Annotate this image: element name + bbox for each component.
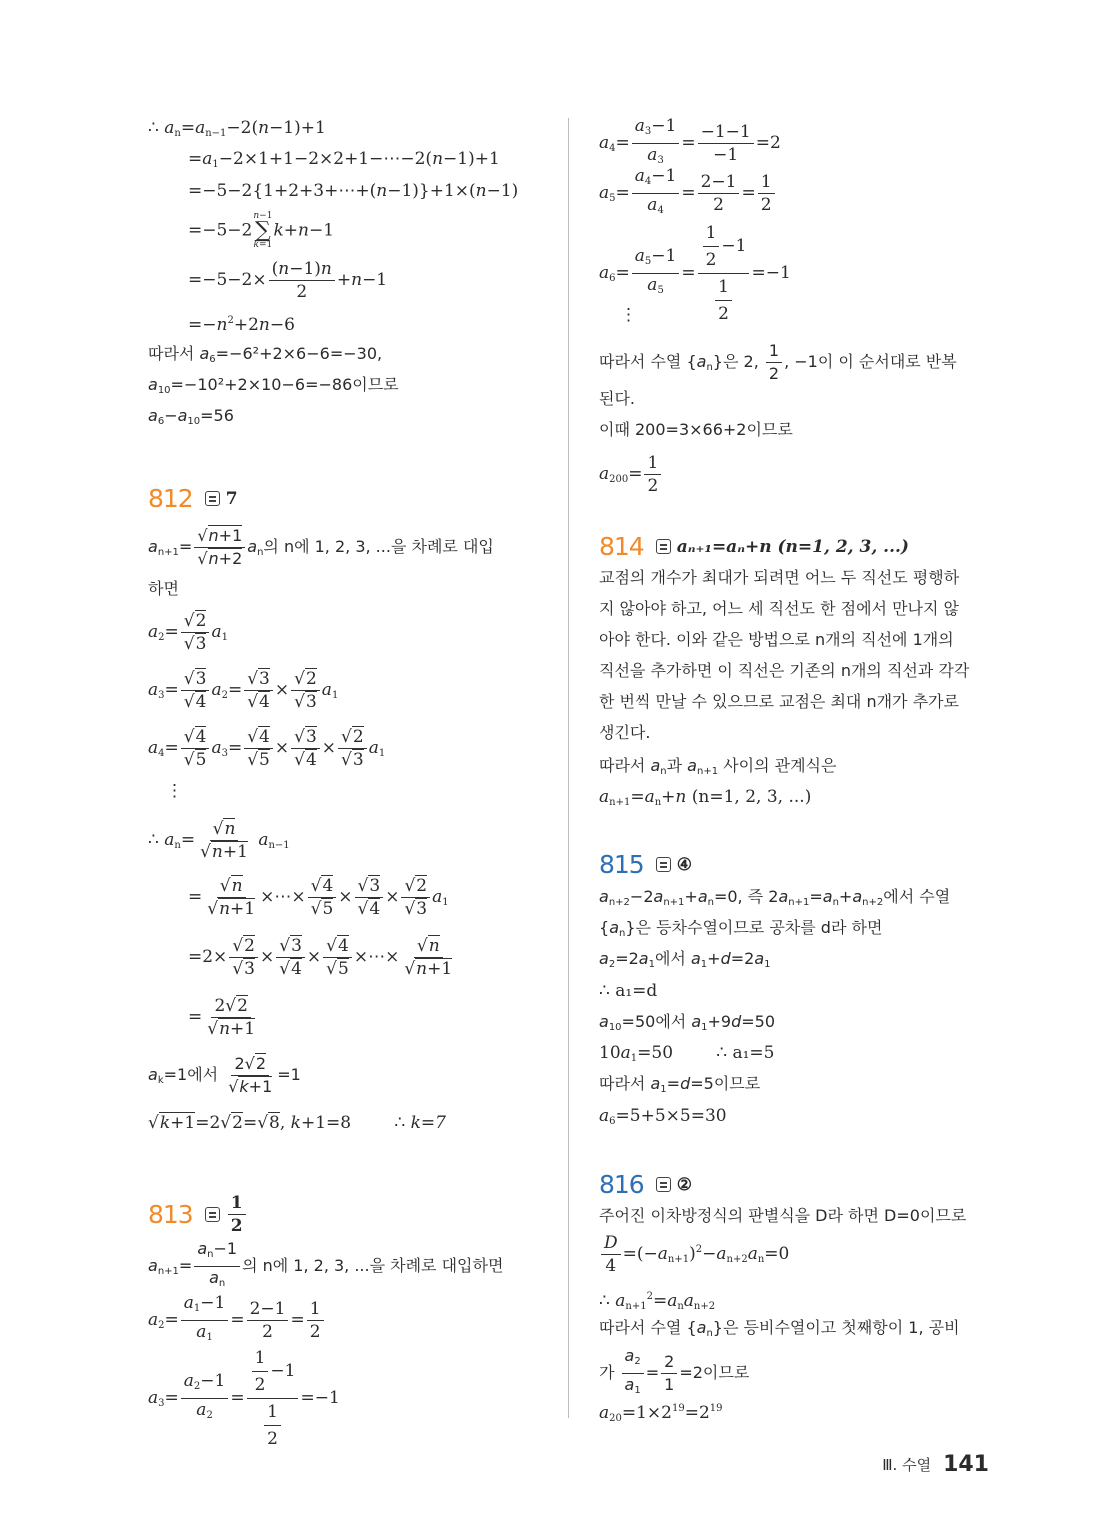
answer-icon: [205, 1207, 220, 1222]
eq-line: ∴ $a_{n+1}^2=a_na_{n+2}$: [599, 1291, 716, 1312]
eq-line: $a_{n+1}=a_n+n$ (n=1, 2, 3, ...): [599, 787, 812, 808]
answer-icon: [205, 491, 220, 506]
eq-line: $a_k=1$에서 $\frac{2√2}{√k+1}$ =1: [148, 1054, 301, 1096]
page-number: 141: [943, 1452, 989, 1477]
page-footer: [882, 1452, 989, 1477]
eq-line: = $\frac{√n}{√n+1}$ ×⋯× $\frac{√4}{√5}$ × $\frac{√3}{√4}$ × $\frac{√2}{√3}$ $a_1$: [188, 876, 449, 919]
answer-value: ④: [676, 854, 692, 875]
eq-line: $a_3=$ $\frac{√3}{√4}$ $a_2=$ $\frac{√3}{√4}$ × $\frac{√2}{√3}$ $a_1$: [148, 669, 339, 712]
answer-value: $\frac{1}{2}$: [228, 1192, 246, 1237]
eq-line: $a_6=5+5\times 5=30$: [599, 1106, 727, 1127]
answer-value: aₙ₊₁=aₙ+n (n=1, 2, 3, ...): [676, 536, 909, 557]
problem-header-813: [148, 1192, 248, 1237]
eq-line: $a_{10}=50$에서 $a_1+9d=50$: [599, 1012, 776, 1033]
text-line: 따라서 $a_n$과 $a_{n+1}$ 사이의 관계식은: [599, 756, 837, 777]
text-line: 직선을 추가하면 이 직선은 기존의 n개의 직선과 각각: [599, 661, 970, 680]
text-line: 주어진 이차방정식의 판별식을 D라 하면 D=0이므로: [599, 1206, 967, 1225]
text-line: 교점의 개수가 최대가 되려면 어느 두 직선도 평행하: [599, 568, 960, 587]
section-label: Ⅲ. 수열: [882, 1456, 932, 1474]
eq-line: ∴ $a_n=$ $\frac{√n}{√n+1}$ $a_{n-1}$: [148, 819, 290, 862]
problem-number: 816: [599, 1170, 644, 1199]
eq-line: =−5−2 n−1 ∑ k=1 k+n−1: [188, 211, 335, 250]
text-line: $\{a_n\}$은 등차수열이므로 공차를 d라 하면: [599, 918, 883, 939]
problem-header-815: [599, 850, 692, 879]
final-answer: k=7: [410, 1113, 446, 1133]
text-line: 하면: [148, 579, 179, 598]
eq-line: $=-n^2+2n-6$: [188, 315, 295, 335]
eq-line: 가 $\frac{a_2}{a_1}$ = $\frac{2}{1}$ =2이므로: [599, 1346, 750, 1396]
answer-value: 7: [225, 488, 238, 509]
text-line: 따라서 수열 $\{a_n\}$은 등비수열이고 첫째항이 1, 공비: [599, 1318, 960, 1339]
problem-header-812: [148, 484, 238, 513]
text-line: 생긴다.: [599, 723, 651, 742]
eq-line: $a_{200}=$ $\frac{1}{2}$: [599, 452, 663, 497]
conclusion-line: $a_{10}=-10^2+2\times 10-6=-86$이므로: [148, 375, 399, 396]
eq-line: ∴ a₁=d: [599, 981, 658, 1001]
eq-line: √k+1=2√2=√8, k+1=8 ∴ k=7: [148, 1113, 446, 1133]
eq-line: =−5−2{1+2+3+⋯+(n−1)}+1×(n−1): [188, 181, 519, 201]
problem-number: 815: [599, 850, 644, 879]
answer-icon: [656, 539, 671, 554]
column-divider: [568, 118, 569, 1418]
eq-line: $a_2=$ $\frac{a_1-1}{a_1}$ = $\frac{2-1}{2}$ = $\frac{1}{2}$: [148, 1292, 326, 1349]
text-line: 한 번씩 만날 수 있으므로 교점은 최대 n개가 추가로: [599, 692, 959, 711]
text-line: 따라서 수열 $\{a_n\}$은 2, $\frac{1}{2}$ , −1이 이 순서대로 반복: [599, 341, 957, 383]
text-line: 이때 200=3×66+2이므로: [599, 420, 793, 439]
eq-line: $a_4=$ $\frac{a_3-1}{a_3}$ = $\frac{-1-1}{-1}$ =2: [599, 116, 781, 166]
eq-line: 따라서 $a_1=d=5$이므로: [599, 1074, 761, 1095]
conclusion-line: $a_6-a_{10}=56$: [148, 406, 234, 427]
eq-line: =−5−2× $\frac{(n-1)n}{2}$ +n−1: [188, 259, 388, 302]
eq-line: $a_3=$ $\frac{a_2-1}{a_2}$ = $\frac{1}{2}$ −1 $\frac{1}{2}$ =−1: [148, 1345, 340, 1452]
text-line: 아야 한다. 이와 같은 방법으로 n개의 직선에 1개의: [599, 630, 954, 649]
eq-line: ∴ $a_n=a_{n-1}-2(n-1)+1$: [148, 118, 326, 139]
problem-number: 814: [599, 532, 644, 561]
eq-line: =2× $\frac{√2}{√3}$ × $\frac{√3}{√4}$ × $\frac{√4}{√5}$ ×⋯× $\frac{√n}{√n+1}$: [188, 936, 453, 979]
answer-value: ②: [676, 1174, 692, 1195]
eq-line: $a_4=$ $\frac{√4}{√5}$ $a_3=$ $\frac{√4}{√5}$ × $\frac{√3}{√4}$ × $\frac{√2}{√3}$ $a_1$: [148, 727, 386, 770]
eq-line: $\frac{D}{4}$ $=(-a_{n+1})^2-a_{n+2}a_n=0$: [599, 1232, 789, 1277]
eq-line: $a_{n+1}=$ $\frac{a_n-1}{a_n}$ 의 n에 1, 2, 3, ...을 차례로 대입하면: [148, 1239, 504, 1289]
answer-icon: [656, 857, 671, 872]
text-line: 된다.: [599, 389, 635, 408]
eq-line: $a_{20}=1\times 2^{19}=2^{19}$: [599, 1403, 723, 1424]
eq-line: $a_{n+2}-2a_{n+1}+a_n=0$, 즉 $2a_{n+1}=a_n+a_{n+2}$에서 수열: [599, 887, 951, 908]
answer-icon: [656, 1177, 671, 1192]
eq-line: = $\frac{2√2}{√n+1}$: [188, 996, 256, 1039]
text-line: 지 않아야 하고, 어느 세 직선도 한 점에서 만나지 않: [599, 599, 959, 618]
problem-header-816: [599, 1170, 692, 1199]
conclusion-line: 따라서 $a_6=-6^2+2\times 6-6=-30$,: [148, 344, 383, 365]
problem-header-814: [599, 532, 909, 561]
ellipsis: ⋮: [620, 305, 637, 325]
eq-line: $a_5=$ $\frac{a_4-1}{a_4}$ = $\frac{2-1}{2}$ = $\frac{1}{2}$: [599, 165, 777, 222]
eq-line: $a_2=$ $\frac{√2}{√3}$ $a_1$: [148, 611, 228, 654]
eq-line: $=a_1-2\times 1+1-2\times 2+1-\cdots-2(n-1)+1$: [188, 149, 500, 170]
eq-line: $a_6=$ $\frac{a_5-1}{a_5}$ = $\frac{1}{2}$ −1 $\frac{1}{2}$ =−1: [599, 220, 791, 327]
eq-line: $a_2=2a_1$에서 $a_1+d=2a_1$: [599, 949, 771, 970]
eq-line: $10a_1=50$ ∴ a₁=5: [599, 1043, 775, 1064]
problem-number: 812: [148, 484, 193, 513]
eq-line: $a_{n+1}=$ $\frac{√n+1}{√n+2}$ $a_n$의 n에 1, 2, 3, ...을 차례로 대입: [148, 526, 494, 568]
ellipsis: ⋮: [166, 781, 183, 801]
problem-number: 813: [148, 1200, 193, 1229]
